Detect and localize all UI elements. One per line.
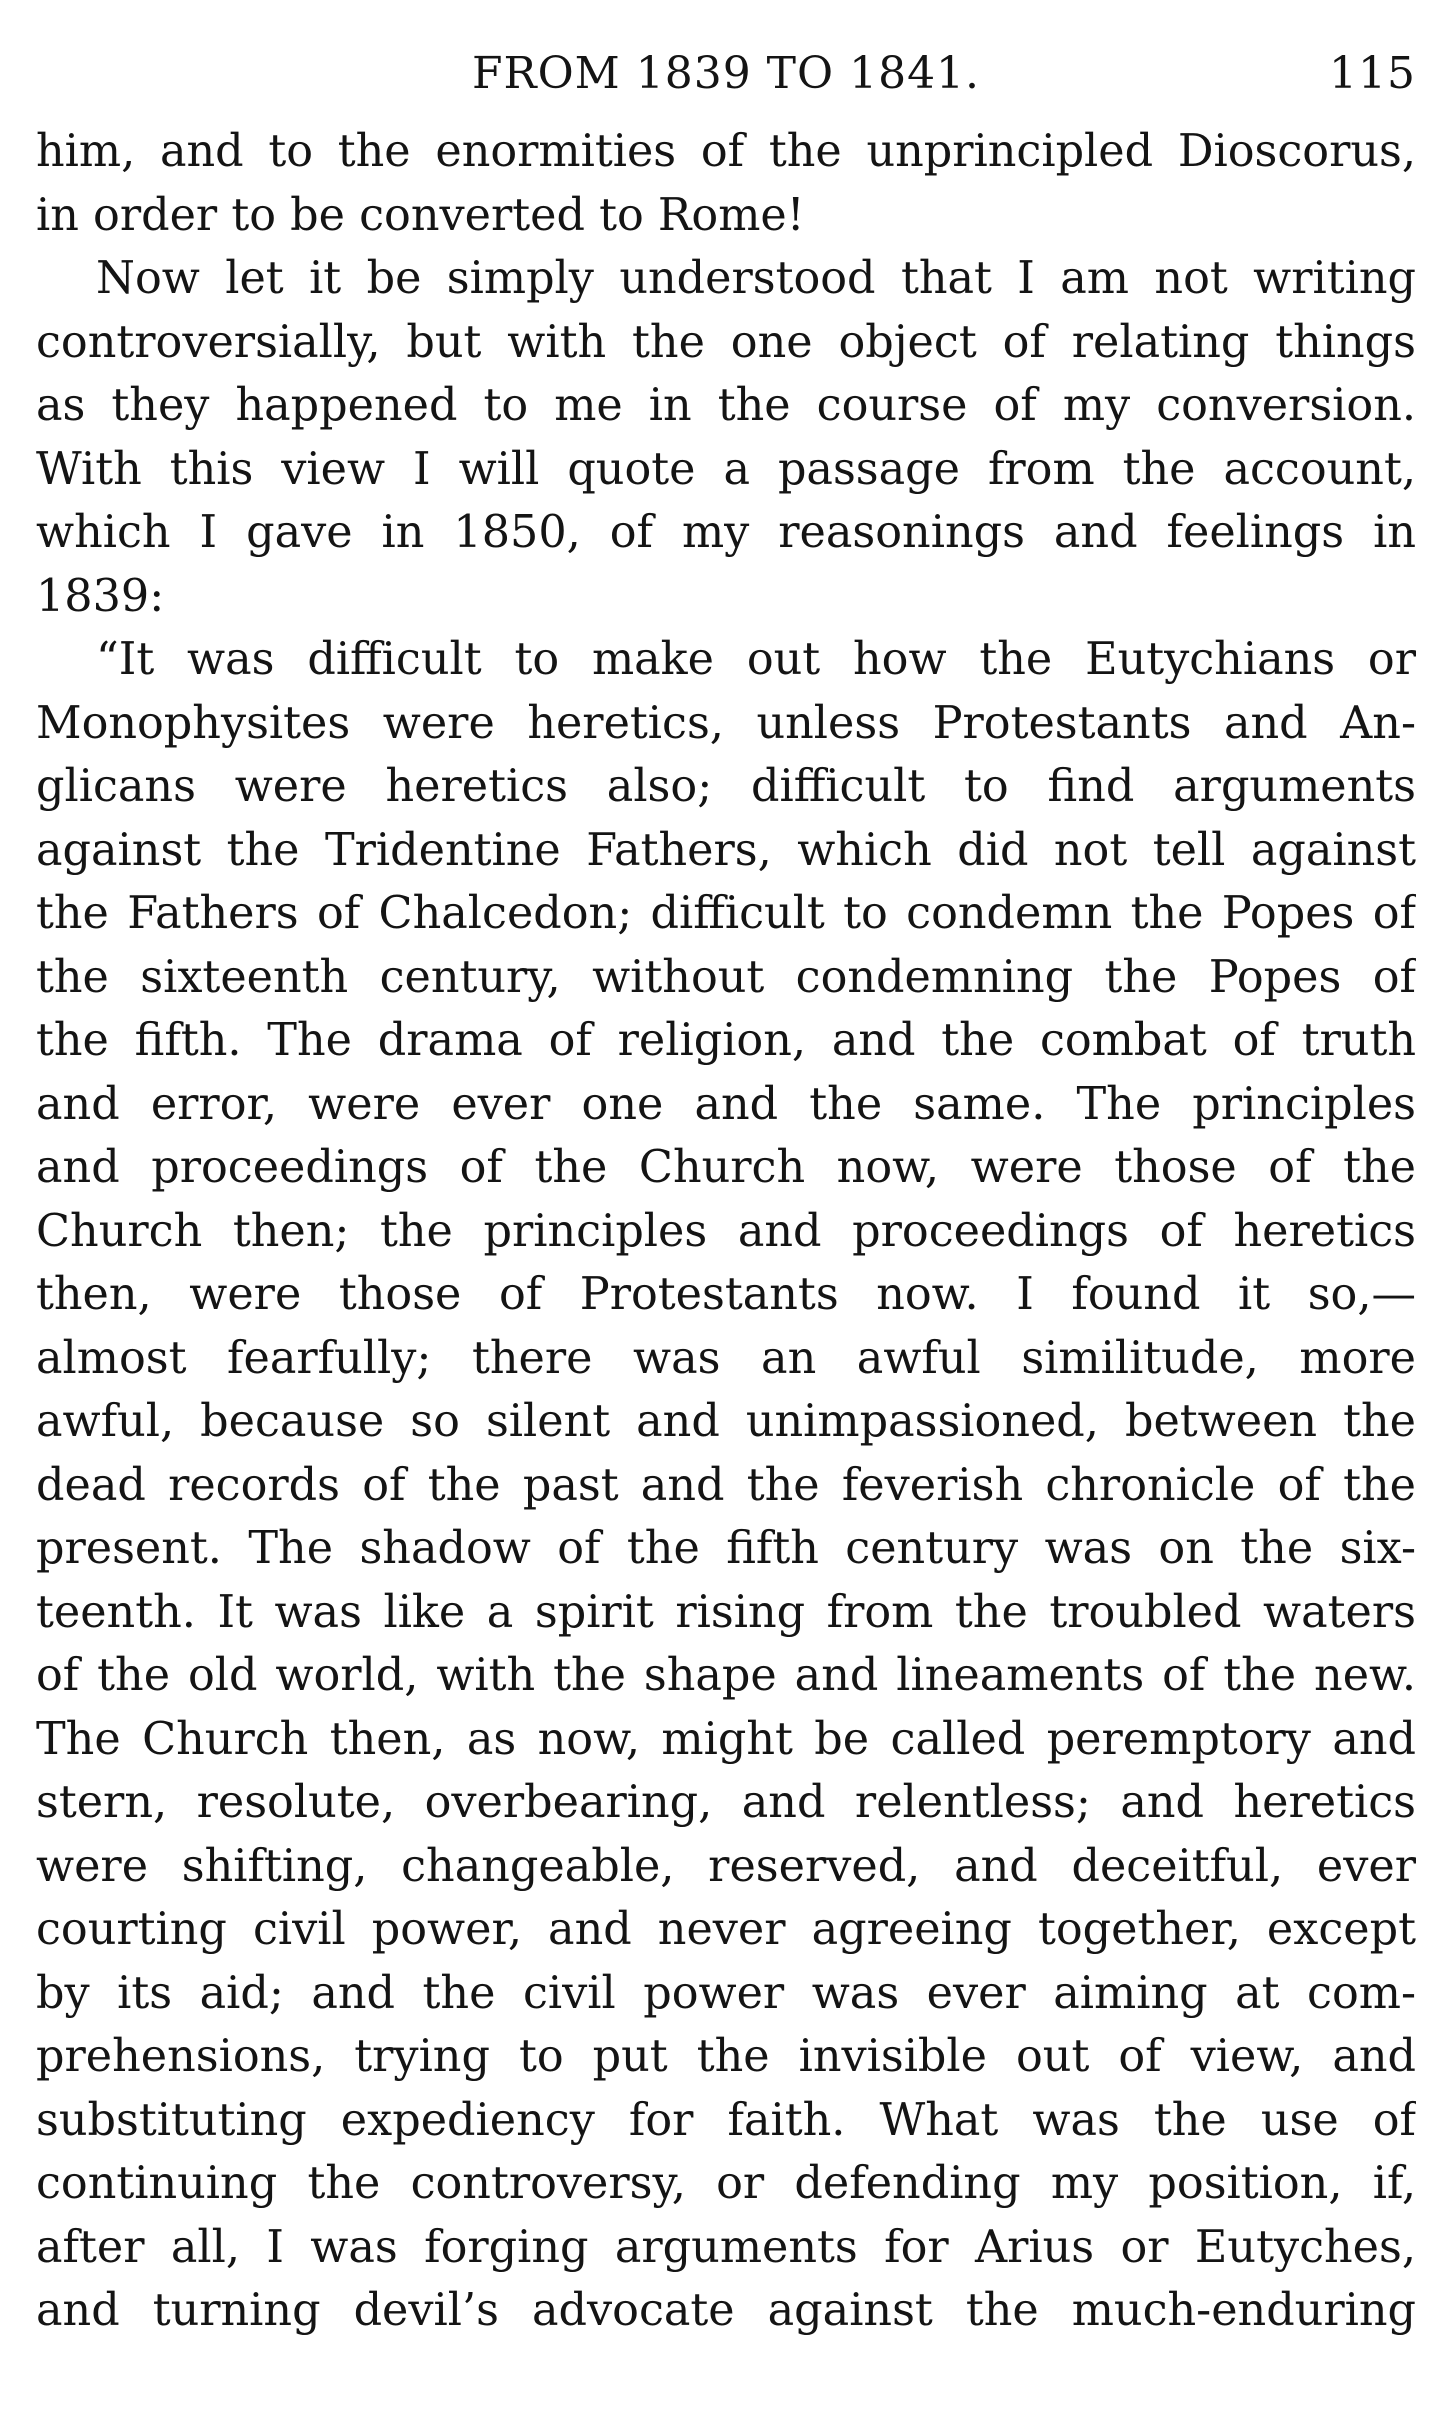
page-number: 115 <box>1329 48 1416 99</box>
text-line: dead records of the past and the feverish chronicle of the <box>36 1459 1416 1511</box>
text-line: continuing the controversy, or defending my position, if, <box>36 2158 1416 2209</box>
text-line: which I gave in 1850, of my reasonings and feelings in <box>36 507 1416 558</box>
text-line: controversially, but with the one object of relating things <box>36 316 1416 368</box>
text-line: after all, I was forging arguments for Arius or Eutyches, <box>36 2221 1416 2273</box>
text-line: of the old world, with the shape and lineaments of the new. <box>36 1650 1416 1701</box>
text-line: courting civil power, and never agreeing together, except <box>36 1904 1416 1955</box>
text-line: Monophysites were heretics, unless Protestants and An- <box>36 697 1416 749</box>
text-line: substituting expediency for faith. What was the use of <box>36 2094 1416 2146</box>
text-line: and proceedings of the Church now, were those of the <box>36 1142 1416 1193</box>
text-line: the Fathers of Chalcedon; difficult to condemn the Popes of <box>36 888 1416 939</box>
text-line: present. The shadow of the fifth century was on the six- <box>36 1523 1416 1574</box>
text-line: glicans were heretics also; difficult to find arguments <box>36 761 1416 812</box>
text-line: Church then; the principles and proceedings of heretics <box>36 1205 1416 1257</box>
text-line: The Church then, as now, might be called peremptory and <box>36 1713 1416 1765</box>
text-line: and error, were ever one and the same. The principles <box>36 1078 1416 1130</box>
text-line: prehensions, trying to put the invisible out of view, and <box>36 2031 1416 2082</box>
quotation-start-line: “It was difficult to make out how the Eutychians or <box>96 634 1416 685</box>
text-line: almost fearfully; there was an awful similitude, more <box>36 1332 1416 1384</box>
running-head <box>36 40 1416 120</box>
text-line: then, were those of Protestants now. I found it so,— <box>36 1269 1416 1320</box>
body-text <box>36 120 1416 2343</box>
text-line: teenth. It was like a spirit rising from the troubled waters <box>36 1586 1416 1638</box>
running-title: FROM 1839 TO 1841. <box>471 48 981 99</box>
book-page <box>36 40 1416 2343</box>
text-line: in order to be converted to Rome! <box>36 189 805 241</box>
paragraph-start-line: Now let it be simply understood that I am not writing <box>96 253 1416 304</box>
text-line: the fifth. The drama of religion, and the combat of truth <box>36 1015 1416 1066</box>
text-line: him, and to the enormities of the unprincipled Dioscorus, <box>36 126 1416 177</box>
text-line: as they happened to me in the course of my conversion. <box>36 380 1416 431</box>
text-line: by its aid; and the civil power was ever aiming at com- <box>36 1967 1416 2019</box>
text-line: were shifting, changeable, reserved, and deceitful, ever <box>36 1840 1416 1892</box>
text-line: With this view I will quote a passage from the account, <box>36 443 1416 495</box>
text-line: stern, resolute, overbearing, and relentless; and heretics <box>36 1777 1416 1828</box>
text-line: against the Tridentine Fathers, which did not tell against <box>36 824 1416 876</box>
text-line: awful, because so silent and unimpassioned, between the <box>36 1396 1416 1447</box>
text-line: the sixteenth century, without condemning the Popes of <box>36 951 1416 1003</box>
text-line: and turning devil’s advocate against the much-enduring <box>36 2285 1416 2336</box>
text-line: 1839: <box>36 570 165 622</box>
